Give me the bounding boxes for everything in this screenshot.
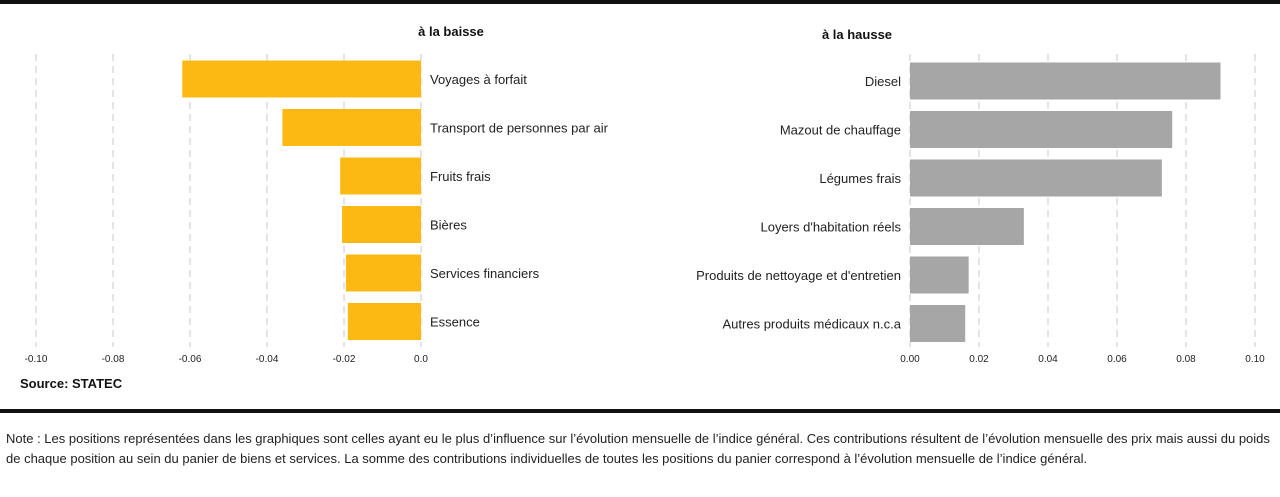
hausse-tick-label: 0.06 xyxy=(1107,354,1127,365)
baisse-tick-label: -0.10 xyxy=(24,354,48,365)
chart-title-baisse: à la baisse xyxy=(418,24,484,39)
source-label: Source: STATEC xyxy=(20,376,123,391)
hausse-bar xyxy=(910,111,1172,148)
hausse-category-label: Mazout de chauffage xyxy=(779,122,901,138)
baisse-bar xyxy=(348,303,421,340)
baisse-bar xyxy=(346,255,421,292)
hausse-category-label: Produits de nettoyage et d'entretien xyxy=(696,268,901,283)
baisse-category-label: Essence xyxy=(430,314,480,330)
hausse-category-label: Loyers d'habitation réels xyxy=(760,219,901,235)
hausse-category-label: Légumes frais xyxy=(819,171,901,186)
hausse-bar xyxy=(910,160,1162,197)
hausse-category-label: Diesel xyxy=(864,74,901,89)
baisse-bar xyxy=(340,158,421,195)
hausse-bar xyxy=(910,257,969,294)
hausse-tick-label: 0.08 xyxy=(1176,354,1196,365)
baisse-tick-label: -0.08 xyxy=(101,354,125,365)
hausse-tick-label: 0.02 xyxy=(969,354,989,365)
baisse-category-label: Voyages à forfait xyxy=(430,72,527,87)
footnote: Note : Les positions représentées dans les graphiques sont celles ayant eu le plus d’influence sur l’évolution mensuelle de l’indice général. Ces contributions résultent de l’évolution mensuelle des prix mais aussi du poids de chaque position au sein du panier de biens et services. La somme des contributions individuelles de toutes les positions du panier correspond à l’évolution mensuelle de l’indice général. xyxy=(6,431,1270,466)
chart-title-hausse: à la hausse xyxy=(821,27,893,42)
chart-baisse xyxy=(25,54,609,365)
charts-area xyxy=(0,4,1280,404)
hausse-bar xyxy=(910,63,1221,100)
chart-hausse xyxy=(696,54,1265,365)
baisse-category-label: Bières xyxy=(430,217,467,233)
baisse-category-label: Services financiers xyxy=(430,266,540,281)
hausse-bar xyxy=(910,305,965,342)
hausse-category-label: Autres produits médicaux n.c.a xyxy=(722,316,901,332)
baisse-tick-label: -0.02 xyxy=(332,354,356,365)
hausse-tick-label: 0.04 xyxy=(1038,354,1058,365)
hausse-tick-label: 0.10 xyxy=(1245,354,1265,365)
baisse-category-label: Fruits frais xyxy=(430,169,491,184)
bottom-rule xyxy=(0,409,1280,413)
hausse-tick-label: 0.00 xyxy=(900,354,920,365)
baisse-tick-label: -0.06 xyxy=(178,354,202,365)
baisse-tick-label: 0.0 xyxy=(414,354,428,365)
hausse-bar xyxy=(910,208,1024,245)
baisse-bar xyxy=(342,206,421,243)
baisse-bar xyxy=(182,61,421,98)
baisse-bar xyxy=(282,109,421,146)
baisse-category-label: Transport de personnes par air xyxy=(430,120,609,136)
baisse-tick-label: -0.04 xyxy=(255,354,279,365)
